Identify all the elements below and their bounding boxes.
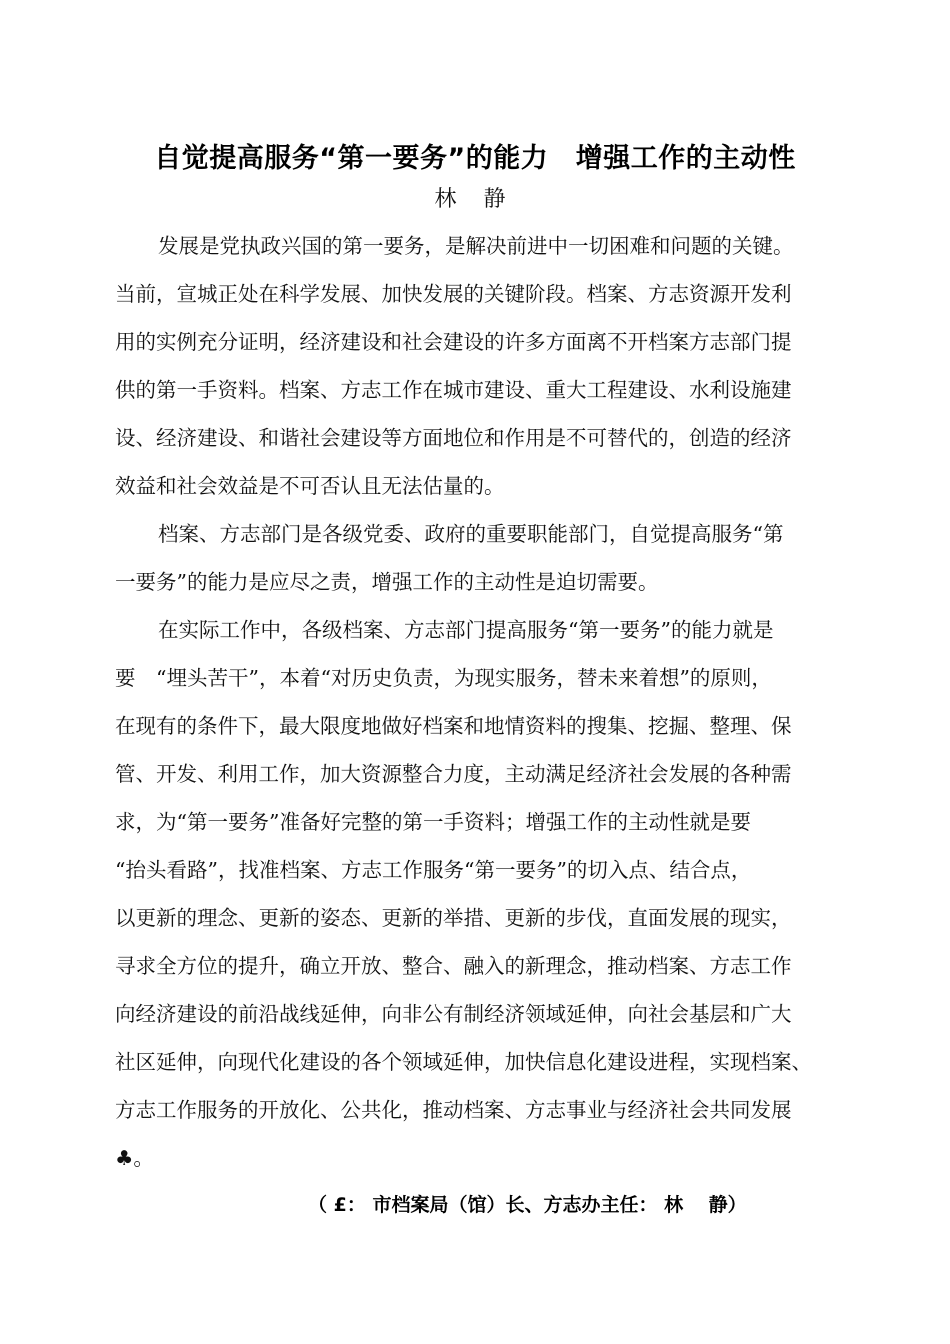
paragraph-1-line-2: 当前，宣城正处在科学发展、加快发展的关键阶段。档案、方志资源开发利: [115, 282, 792, 306]
document-body: [115, 228, 875, 1188]
paragraph-3-line-9: 向经济建设的前沿战线延伸，向非公有制经济领域延伸，向社会基层和广大: [115, 1002, 792, 1026]
paragraph-1-line-4: 供的第一手资料。档案、方志工作在城市建设、重大工程建设、水利设施建: [115, 378, 792, 402]
paragraph-3-line-8: 寻求全方位的提升，确立开放、整合、融入的新理念，推动档案、方志工作: [115, 954, 792, 978]
paragraph-3-line-5: 求，为“第一要务”准备好完整的第一手资料；增强工作的主动性就是要: [115, 810, 751, 834]
paragraph-2-line-1: 档案、方志部门是各级党委、政府的重要职能部门，自觉提高服务“第: [158, 522, 784, 546]
author-footer: （ £： 市档案局（馆）长、方志办主任： 林 静）: [308, 1194, 747, 1216]
document-title: 自觉提高服务“第一要务”的能力 增强工作的主动性: [154, 143, 796, 174]
paragraph-3-line-12: ♣。: [115, 1146, 154, 1170]
paragraph-3-line-2: 要 “埋头苦干”，本着“对历史负责，为现实服务，替未来着想”的原则，: [115, 666, 772, 690]
paragraph-1-line-3: 用的实例充分证明，经济建设和社会建设的许多方面离不开档案方志部门提: [115, 330, 792, 354]
paragraph-1-line-1: 发展是党执政兴国的第一要务，是解决前进中一切困难和问题的关键。: [158, 234, 794, 258]
paragraph-1-line-5: 设、经济建设、和谐社会建设等方面地位和作用是不可替代的，创造的经济: [115, 426, 792, 450]
paragraph-3-line-4: 管、开发、利用工作，加大资源整合力度，主动满足经济社会发展的各种需: [115, 762, 792, 786]
paragraph-2-line-2: 一要务”的能力是应尽之责，增强工作的主动性是迫切需要。: [115, 570, 659, 594]
paragraph-1-line-6: 效益和社会效益是不可否认且无法估量的。: [115, 474, 505, 498]
paragraph-3-line-6: “抬头看路”，找准档案、方志工作服务“第一要务”的切入点、结合点，: [115, 858, 752, 882]
paragraph-3-line-11: 方志工作服务的开放化、公共化，推动档案、方志事业与经济社会共同发展: [115, 1098, 792, 1122]
paragraph-3-line-10: 社区延伸，向现代化建设的各个领域延伸，加快信息化建设进程，实现档案、: [115, 1050, 812, 1074]
paragraph-3-line-7: 以更新的理念、更新的姿态、更新的举措、更新的步伐，直面发展的现实，: [115, 906, 792, 930]
document-author: 林 静: [434, 187, 516, 212]
paragraph-3-line-1: 在实际工作中，各级档案、方志部门提高服务“第一要务”的能力就是: [158, 618, 774, 642]
paragraph-3-line-3: 在现有的条件下，最大限度地做好档案和地情资料的搜集、挖掘、整理、保: [115, 714, 792, 738]
